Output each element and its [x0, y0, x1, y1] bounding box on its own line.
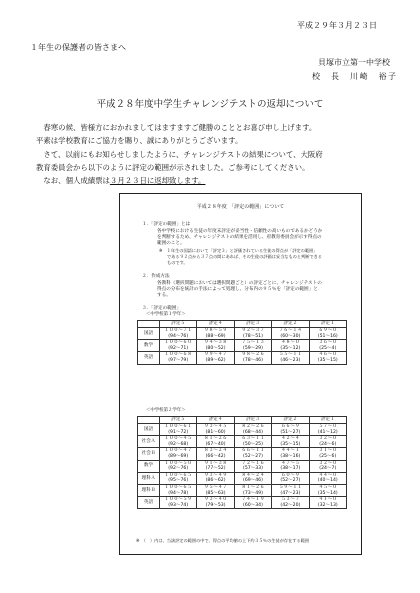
range-cell	[160, 472, 197, 484]
table-header-row	[138, 417, 347, 424]
score-range: ７４〜１９	[241, 497, 265, 503]
subject-cell: 英語	[138, 352, 160, 364]
score-range: １００〜４５	[164, 436, 192, 442]
range-cell	[197, 472, 234, 484]
score-range: ４８〜０	[281, 340, 300, 346]
document-title: 平成２８年度中学生チャレンジテストの返却について	[96, 99, 324, 110]
section-1-text: を判断するため、チャレンジテストの結果を活用し、府教育委員会が示す得点の	[157, 235, 322, 240]
section-2-text: 得点の分布を統計の手法によって処理し、分布内の９５％を「評定の範囲」と	[157, 287, 318, 292]
subject-cell: 数学	[138, 460, 160, 472]
section-1-note: ものです。	[167, 260, 188, 265]
core-range: (41〜12)	[317, 429, 338, 435]
core-range: (68〜44)	[243, 429, 263, 435]
core-range: (69〜46)	[243, 478, 263, 484]
score-range: ３６〜０	[318, 340, 337, 346]
core-range: (67〜40)	[205, 441, 226, 447]
range-cell	[234, 460, 271, 472]
range-cell	[160, 497, 197, 509]
range-cell	[234, 484, 271, 496]
range-cell	[309, 424, 346, 436]
score-range: ９３〜４５	[204, 424, 228, 429]
score-range: ９３〜４０	[204, 497, 228, 503]
core-range: (47〜23)	[280, 490, 301, 496]
range-cell	[272, 497, 309, 509]
column-header: 評定２	[272, 321, 309, 328]
score-range: ７６〜１４	[278, 328, 302, 333]
score-range: ９５〜４７	[204, 484, 228, 490]
core-range: (46〜23)	[280, 357, 301, 363]
score-range: ９２〜３７	[241, 328, 265, 333]
core-range: (93〜74)	[168, 502, 189, 508]
score-range: ８１〜２６	[204, 436, 228, 442]
table-header-row	[138, 321, 347, 328]
range-cell	[309, 484, 346, 496]
score-range: ７２〜１６	[241, 460, 265, 466]
column-header: 評定１	[309, 321, 346, 328]
column-header: 評定５	[160, 321, 197, 328]
core-range: (78〜46)	[243, 357, 263, 363]
range-cell	[160, 484, 197, 496]
core-range: (60〜30)	[280, 333, 301, 339]
score-range: ４１〜０	[318, 497, 337, 503]
body-line-prefix: なお、個人成績票は	[36, 176, 110, 186]
addressee: １年生の保護者の皆さまへ	[30, 43, 126, 52]
score-range: ７５〜１３	[241, 340, 265, 346]
column-header	[138, 321, 160, 328]
score-range: ５７〜０	[318, 424, 337, 429]
subject-cell: 社会Ｂ	[138, 448, 160, 460]
column-header: 評定５	[160, 417, 197, 424]
range-cell	[234, 352, 271, 364]
score-range: ４６〜０	[318, 352, 337, 358]
section-1-heading: １．「評定の範囲」とは	[142, 222, 191, 227]
document-date: 平成２９年３月２３日	[297, 21, 377, 30]
core-range: (88〜69)	[205, 333, 226, 339]
score-range: ４４〜０	[318, 472, 337, 478]
letter-body	[36, 121, 396, 187]
score-range: ６３〜１１	[241, 436, 265, 442]
core-range: (81〜60)	[205, 429, 226, 435]
principal-name: 校 長 川崎 裕子	[312, 72, 398, 81]
score-range: ３２〜０	[318, 436, 337, 442]
body-line: 教育委員会から以下のように評定の範囲が示されました。ご参考にしてください。	[36, 162, 310, 172]
score-range: １００〜５９	[164, 497, 192, 503]
range-cell	[234, 472, 271, 484]
school-name: 貝塚市立第一中学校	[318, 58, 390, 67]
subject-cell: 国語	[138, 424, 160, 436]
score-range: ９９〜４７	[204, 352, 228, 358]
core-range: (92〜68)	[168, 441, 189, 447]
core-range: (86〜62)	[205, 478, 226, 484]
score-range: ８４〜２４	[241, 472, 265, 478]
range-cell	[272, 340, 309, 352]
range-cell	[272, 352, 309, 364]
range-cell	[272, 472, 309, 484]
range-cell	[197, 448, 234, 460]
score-range: ５３〜７	[281, 497, 300, 503]
return-date-underlined: ３月２３日に返却致します。	[109, 176, 206, 186]
column-header: 評定３	[234, 321, 271, 328]
range-cell	[309, 460, 346, 472]
range-cell	[234, 436, 271, 448]
subject-cell: 社会Ａ	[138, 436, 160, 448]
score-range: ６６〜１１	[241, 448, 265, 454]
range-cell	[272, 424, 309, 436]
core-range: (59〜29)	[243, 345, 263, 351]
core-range: (38〜16)	[280, 453, 301, 459]
notice-title: 平成２８年度 「評定の範囲」について	[196, 204, 285, 210]
core-range: (77〜52)	[205, 466, 226, 472]
core-range: (24〜7)	[319, 466, 337, 472]
score-range: ５９〜１１	[278, 484, 302, 490]
grade-1-label: ＜中学校第１学年＞	[146, 312, 186, 317]
range-cell	[309, 497, 346, 509]
score-range: １００〜７１	[164, 328, 192, 333]
core-range: (35〜14)	[317, 490, 338, 496]
core-range: (38〜17)	[280, 466, 301, 472]
score-range: １００〜５０	[164, 460, 192, 466]
core-range: (25〜4)	[319, 345, 337, 351]
range-cell	[160, 328, 197, 340]
range-cell	[234, 340, 271, 352]
score-range: ５５〜１１	[278, 352, 302, 358]
section-2-text: 各教科（選択問題においては選択問題ごと）の評定ごとに、チャレンジテストの	[157, 281, 322, 286]
section-2-text: する。	[157, 293, 171, 298]
section-1-note: ※ １年生の国語において「評定３」と評価されている生徒の得点が「評定の範囲」	[159, 248, 318, 253]
column-header: 評定２	[272, 417, 309, 424]
core-range: (92〜76)	[168, 466, 189, 472]
score-range: ３１〜０	[318, 448, 337, 454]
score-range: ８２〜２６	[241, 424, 265, 429]
range-cell	[197, 352, 234, 364]
grade-2-label: ＜中学校第２学年＞	[146, 408, 186, 413]
score-range: ６９〜０	[318, 328, 337, 333]
range-cell	[234, 328, 271, 340]
range-cell	[197, 484, 234, 496]
table-row	[138, 352, 347, 364]
column-header	[138, 417, 160, 424]
score-range: ８１〜２６	[241, 484, 265, 490]
range-cell	[234, 424, 271, 436]
score-range: １００〜４７	[164, 448, 192, 454]
subject-cell: 数学	[138, 340, 160, 352]
score-range: ９１〜３８	[204, 460, 228, 466]
range-cell	[309, 472, 346, 484]
range-cell	[197, 436, 234, 448]
core-range: (35〜12)	[280, 345, 301, 351]
core-range: (52〜27)	[280, 478, 301, 484]
range-cell	[272, 328, 309, 340]
core-range: (57〜33)	[243, 466, 263, 472]
range-cell	[309, 352, 346, 364]
range-cell	[309, 328, 346, 340]
range-cell	[160, 448, 197, 460]
range-cell	[160, 340, 197, 352]
core-range: (89〜69)	[168, 453, 189, 459]
score-range: １００〜６８	[164, 352, 192, 358]
core-range: (92〜71)	[168, 345, 189, 351]
core-range: (40〜14)	[317, 478, 338, 484]
range-cell	[197, 340, 234, 352]
range-cell	[272, 436, 309, 448]
column-header: 評定１	[309, 417, 346, 424]
body-line: 春寒の候、皆様方におかれましてはますますご健勝のこととお喜び申し上げます。	[36, 123, 317, 132]
core-range: (80〜52)	[205, 345, 226, 351]
core-range: (94〜76)	[168, 333, 189, 339]
table-row	[138, 436, 347, 448]
range-cell	[309, 436, 346, 448]
table-row	[138, 484, 347, 496]
score-range: ９３〜４９	[204, 472, 228, 478]
score-range: ９８〜２６	[241, 352, 265, 358]
score-range: ９４〜３８	[204, 340, 228, 346]
section-3-heading: ３．「評定の範囲」	[142, 306, 182, 311]
score-range: １００〜６５	[164, 472, 192, 478]
core-range: (51〜27)	[280, 429, 301, 435]
core-range: (35〜15)	[317, 357, 338, 363]
section-1-text: 範囲のこと。	[157, 241, 185, 246]
score-range: ４２〜４	[281, 436, 300, 442]
grade-2-range-table	[137, 416, 347, 509]
range-cell	[160, 352, 197, 364]
body-line: 平素は学校教育にご協力を賜り、誠にありがとうございます。	[36, 136, 243, 146]
core-range: (97〜79)	[168, 357, 189, 363]
table-row	[138, 472, 347, 484]
core-range: (50〜25)	[243, 441, 263, 447]
score-range: ３２〜０	[318, 460, 337, 466]
table-row	[138, 340, 347, 352]
core-range: (51〜16)	[317, 333, 338, 339]
range-cell	[160, 436, 197, 448]
core-range: (85〜63)	[205, 490, 226, 496]
range-cell	[160, 460, 197, 472]
core-range: (60〜34)	[243, 502, 263, 508]
score-range: １００〜６１	[164, 424, 192, 429]
table-row	[138, 497, 347, 509]
grade-1-range-table	[137, 320, 347, 365]
score-range: １００〜６０	[164, 340, 192, 346]
range-cell	[197, 497, 234, 509]
subject-cell: 国語	[138, 328, 160, 340]
range-cell	[272, 460, 309, 472]
core-range: (32〜13)	[317, 502, 338, 508]
core-range: (24〜6)	[319, 441, 337, 447]
core-range: (79〜53)	[205, 502, 226, 508]
range-cell	[234, 448, 271, 460]
score-range: ８３〜２４	[204, 448, 228, 454]
score-range: ４５〜０	[318, 484, 337, 490]
core-range: (25〜6)	[319, 453, 337, 459]
column-header: 評定４	[197, 321, 234, 328]
table-row	[138, 448, 347, 460]
range-cell	[272, 484, 309, 496]
subject-cell: 英語	[138, 497, 160, 509]
subject-cell: 理科Ａ	[138, 472, 160, 484]
section-1-text: 各中学校における生徒の年度末評定が妥当性・信頼性の高いものであるかどうか	[157, 229, 323, 234]
table-row	[138, 460, 347, 472]
subject-cell: 理科Ｂ	[138, 484, 160, 496]
range-cell	[160, 424, 197, 436]
body-line-return-date	[36, 174, 396, 187]
score-range: ９８〜５９	[204, 328, 228, 333]
range-cell	[309, 448, 346, 460]
range-cell	[234, 497, 271, 509]
core-range: (78〜51)	[243, 333, 263, 339]
core-range: (42〜20)	[280, 502, 301, 508]
attached-notice	[119, 193, 362, 555]
table-row	[138, 328, 347, 340]
core-range: (52〜27)	[243, 453, 263, 459]
score-range: ６０〜９	[281, 472, 300, 478]
core-range: (95〜76)	[168, 478, 189, 484]
range-cell	[197, 424, 234, 436]
section-2-heading: ２．作成方法	[142, 274, 170, 279]
section-1-note: である９２点から３７点の間にあれば、その生徒の評価は妥当なものと判断できる	[167, 254, 322, 259]
column-header: 評定３	[234, 417, 271, 424]
score-range: ６６〜９	[281, 424, 300, 429]
core-range: (94〜78)	[168, 490, 189, 496]
score-range: １００〜６５	[164, 484, 192, 490]
column-header: 評定４	[197, 417, 234, 424]
range-cell	[197, 460, 234, 472]
core-range: (35〜15)	[280, 441, 301, 447]
core-range: (66〜42)	[205, 453, 226, 459]
core-range: (91〜72)	[168, 429, 189, 435]
body-line: さて、以前にもお知らせしましたように、チャレンジテストの結果について、大阪府	[36, 149, 323, 159]
core-range: (89〜62)	[205, 357, 226, 363]
score-range: ４７〜５	[281, 460, 300, 466]
range-cell	[197, 328, 234, 340]
range-cell	[309, 340, 346, 352]
core-range: (73〜49)	[243, 490, 263, 496]
table-row	[138, 424, 347, 436]
range-cell	[272, 448, 309, 460]
table-footnote: ※ （ ）内は、当該評定の範囲の中で、得点の平均値の上下約３５％の生徒が存在する範囲	[136, 538, 310, 543]
score-range: ４４〜１	[281, 448, 300, 454]
